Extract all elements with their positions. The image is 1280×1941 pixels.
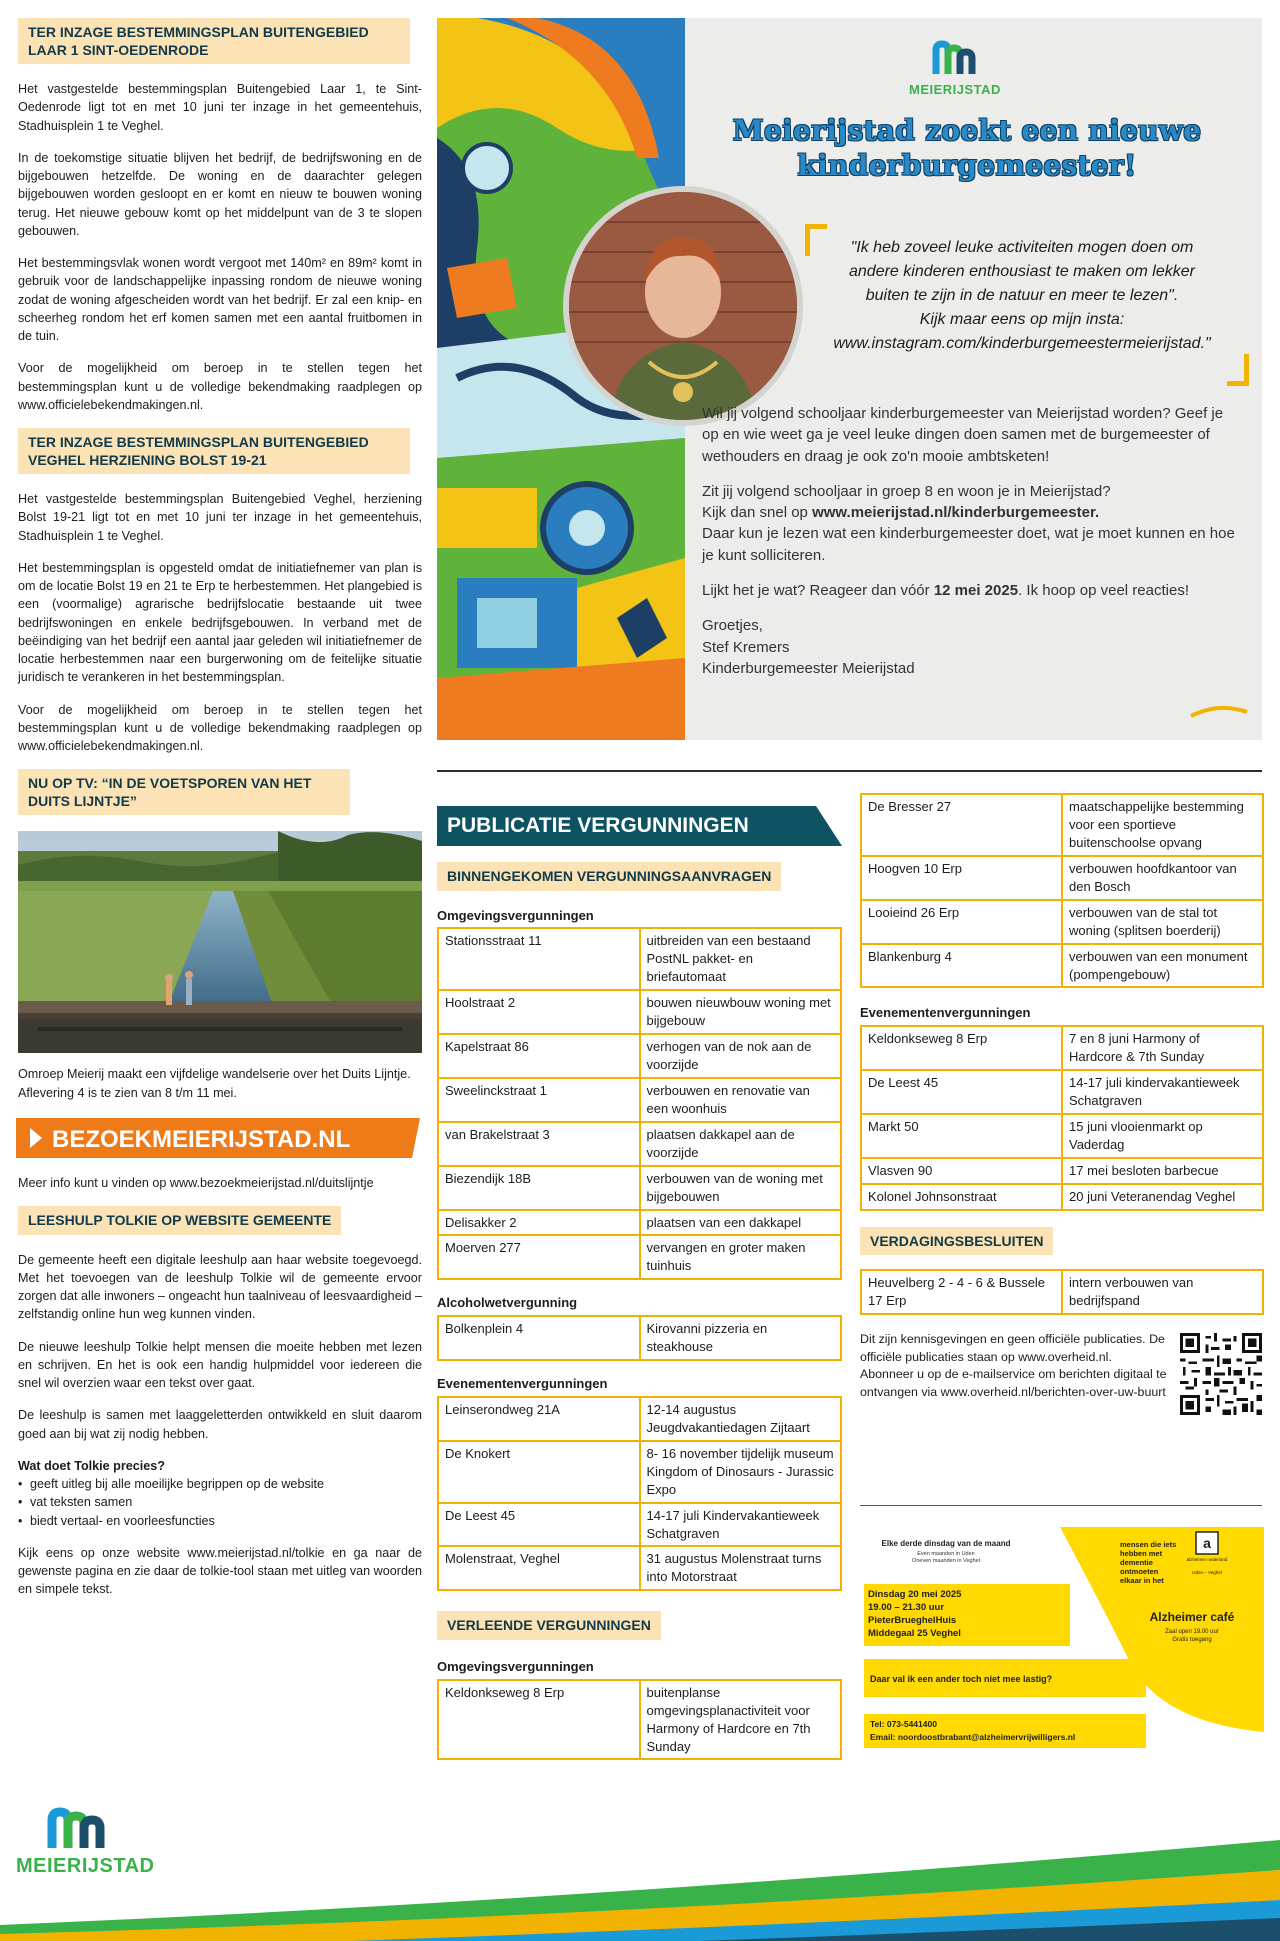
description-cell: verhogen van de nok aan de voorzijde — [640, 1034, 842, 1078]
address-cell: Kolonel Johnsonstraat — [861, 1184, 1062, 1210]
table-row — [438, 928, 841, 990]
ad-paragraph — [702, 580, 1242, 601]
description-cell: verbouwen van de stal tot woning (splitsen boerderij) — [1062, 900, 1263, 944]
alz-side-text: hebben met — [1120, 1549, 1163, 1558]
paragraph: Het bestemmingsvlak wonen wordt vergoot met 140m² en 89m² komt in gebruik voor de landschappelijke inpassing rondom de nieuwe woning zodat de woning afgescheiden wordt van het bedrijf. Er zal een knip- en scheerheg rondom het erf komen samen met een aantal fruitbomen in de tuin. — [18, 256, 422, 343]
table-row — [861, 856, 1263, 900]
ad-title-line2: kinderburgemeester! — [797, 149, 1137, 182]
alz-side-text: mensen die iets — [1120, 1540, 1177, 1549]
description-cell: verbouwen hoofdkantoor van den Bosch — [1062, 856, 1263, 900]
ad-text: . Ik hoop op veel reacties! — [1018, 582, 1189, 600]
description-cell: verbouwen van de woning met bijgebouwen — [640, 1166, 842, 1210]
alz-address: Middegaal 25 Veghel — [868, 1628, 961, 1639]
ad-text: Daar kun je lezen wat een kinderburgemeester doet, wat je moet kunnen en hoe je kunt solliciteren. — [702, 525, 1235, 564]
alz-question: Daar val ik een ander toch niet mee lastig? — [870, 1674, 1053, 1684]
vergunningen-right — [860, 793, 1264, 1402]
publicatie-banner: PUBLICATIE VERGUNNINGEN — [437, 806, 842, 846]
section-heading-verdaging: VERDAGINGSBESLUITEN — [860, 1227, 1053, 1256]
underline-swoosh — [1189, 704, 1249, 720]
description-cell: bouwen nieuwbouw woning met bijgebouw — [640, 990, 842, 1034]
quote-line: www.instagram.com/kinderburgemeestermeierijstad." — [833, 335, 1211, 352]
divider-line — [437, 770, 1262, 772]
description-cell: 17 mei besloten barbecue — [1062, 1158, 1263, 1184]
subhead-verleende: Omgevingsvergunningen — [437, 1658, 594, 1674]
signature-line: Kinderburgemeester Meierijstad — [702, 659, 915, 677]
portrait-photo — [569, 192, 797, 420]
alz-email: Email: noordoostbrabant@alzheimervrijwilligers.nl — [870, 1732, 1076, 1742]
paragraph: De nieuwe leeshulp Tolkie helpt mensen die moeite hebben met lezen en schrijven. En het is ook een handig hulpmiddel voor iedereen die snel wil overzien waar een tekst over gaat. — [18, 1339, 422, 1390]
alz-side-text: dementie — [1120, 1558, 1153, 1567]
notice-text: Dit zijn kennisgevingen en geen officiële publicaties. De officiële publicaties staan op www.overheid.nl. Abonneer u op de e-mailservice om berichten digitaal te ontvangen via www.overheid.nl/berichten-over-uw-buurt — [860, 1332, 1167, 1399]
description-cell: Kirovanni pizzeria en steakhouse — [640, 1316, 842, 1360]
description-cell: plaatsen van een dakkapel — [640, 1210, 842, 1236]
section-heading-laar: TER INZAGE BESTEMMINGSPLAN BUITENGEBIED LAAR 1 SINT-OEDENRODE — [18, 18, 410, 64]
table-row — [861, 1184, 1263, 1210]
alz-top-sub: Even maanden in Uden — [917, 1551, 975, 1557]
tolkie-question: Wat doet Tolkie precies? — [18, 1458, 165, 1473]
meierijstad-logo — [909, 40, 999, 100]
ad-text: Lijkt het je wat? Reageer dan vóór — [702, 582, 934, 600]
table-row — [438, 1122, 841, 1166]
ad-paragraph: Wil jij volgend schooljaar kinderburgemeester van Meierijstad worden? Geef je op en wie weet ga je veel leuke dingen doen samen met de burgemeester of wethouders en draag je ook zo'n mooie ambtsketen! — [702, 405, 1224, 465]
paragraph: De leeshulp is samen met laaggeletterden ontwikkeld en sluit daarom goed aan bij wat zij nodig hebben. — [18, 1408, 422, 1441]
alz-brand: alzheimer nederland — [1186, 1557, 1228, 1562]
alzheimer-logo-letter: a — [1203, 1535, 1211, 1551]
address-cell: Heuvelberg 2 - 4 - 6 & Bussele 17 Erp — [861, 1270, 1062, 1314]
section-tolkie — [18, 1206, 422, 1599]
section-heading-tolkie: LEESHULP TOLKIE OP WEBSITE GEMEENTE — [18, 1206, 341, 1235]
subhead-alcohol: Alcoholwetvergunning — [437, 1295, 578, 1311]
description-cell: 12-14 augustus Jeugdvakantiedagen Zijtaart — [640, 1397, 842, 1441]
bezoek-banner-text: BEZOEKMEIERIJSTAD.NL — [52, 1125, 351, 1153]
table-row — [861, 1026, 1263, 1070]
section-heading-tv: NU OP TV: “IN DE VOETSPOREN VAN HET DUITS LIJNTJE” — [18, 769, 350, 815]
table-row — [438, 1034, 841, 1078]
table-row — [861, 794, 1263, 856]
tolkie-bullets — [18, 1475, 422, 1530]
alz-venue: PieterBrueghelHuis — [868, 1615, 957, 1626]
alz-side-text: elkaar in het — [1120, 1576, 1164, 1585]
description-cell: 20 juni Veteranendag Veghel — [1062, 1184, 1263, 1210]
table-row — [861, 900, 1263, 944]
table-alcohol — [437, 1315, 842, 1361]
quote-line: andere kinderen enthousiast te maken om lekker — [849, 263, 1195, 280]
address-cell: Biezendijk 18B — [438, 1166, 640, 1210]
table-row — [861, 1114, 1263, 1158]
description-cell: 14-17 juli Kindervakantieweek Schatgraven — [640, 1503, 842, 1547]
description-cell: vervangen en groter maken tuinhuis — [640, 1235, 842, 1279]
qr-code-icon[interactable] — [1180, 1333, 1262, 1415]
paragraph: Het vastgestelde bestemmingsplan Buitengebied Laar 1, te Sint-Oedenrode ligt tot en met 10 juni ter inzage in het gemeentehuis, Stadhuisplein 1 te Veghel. — [18, 82, 422, 133]
ad-text: Kijk dan snel op — [702, 504, 813, 522]
address-cell: van Brakelstraat 3 — [438, 1122, 640, 1166]
landscape-photo — [18, 831, 422, 1053]
kinderburgemeester-link[interactable]: www.meierijstad.nl/kinderburgemeester. — [812, 504, 1100, 522]
paragraph: Het bestemmingsplan is opgesteld omdat de initiatiefnemer van plan is om de locatie Bolst 19 en 21 te Erp te herbestemmen. Het plangebied is een (voormalige) agrarische bedrijfslocatie bestaande uit twee bedrijfswoningen en enkele bedrijfsgebouwen. In verband met de beëindiging van het bedrijf een aantal jaar geleden wil initiatiefnemer de locatie herbestemmen naar een burgerwoning om de feitelijke situatie juridisch te verankeren in het bestemmingsplan. — [18, 560, 422, 685]
table-verleende — [437, 1679, 842, 1761]
section-heading-binnengekomen: BINNENGEKOMEN VERGUNNINGSAANVRAGEN — [437, 862, 781, 891]
address-cell: Leinserondweg 21A — [438, 1397, 640, 1441]
quote-line: "Ik heb zoveel leuke activiteiten mogen doen om — [850, 239, 1194, 256]
ad-signature — [702, 615, 1242, 679]
description-cell: 15 juni vlooienmarkt op Vaderdag — [1062, 1114, 1263, 1158]
bezoekmeierijstad-banner[interactable] — [16, 1116, 420, 1160]
address-cell: Kapelstraat 86 — [438, 1034, 640, 1078]
bullet-item: • vat teksten samen — [18, 1493, 422, 1511]
alz-top-text: Elke derde dinsdag van de maand — [881, 1539, 1011, 1548]
alz-region: Uden – Veghel — [1192, 1570, 1222, 1575]
table-row — [438, 990, 841, 1034]
footer-swoosh — [0, 1830, 1280, 1941]
address-cell: Hoolstraat 2 — [438, 990, 640, 1034]
bullet-item: • biedt vertaal- en voorleesfuncties — [18, 1512, 422, 1530]
address-cell: Molenstraat, Veghel — [438, 1546, 640, 1590]
vergunningen-left — [437, 806, 842, 1774]
address-cell: Delisakker 2 — [438, 1210, 640, 1236]
description-cell: maatschappelijke bestemming voor een sportieve buitenschoolse opvang — [1062, 794, 1263, 856]
alz-open: Zaal open 19.00 uur — [1165, 1629, 1219, 1635]
address-cell: Keldonkseweg 8 Erp — [438, 1680, 640, 1760]
alz-top-sub: Oneven maanden in Veghel — [912, 1558, 980, 1564]
description-cell: intern verbouwen van bedrijfspand — [1062, 1270, 1263, 1314]
alz-open: Gratis toegang — [1172, 1637, 1212, 1643]
alzheimer-cafe-ad — [860, 1522, 1264, 1760]
paragraph: Kijk eens op onze website www.meierijstad.nl/tolkie en ga naar de gewenste pagina en zie daar de tolkie-tool staan met uitleg van woorden en simpele tekst. — [18, 1545, 422, 1597]
address-cell: Stationsstraat 11 — [438, 928, 640, 990]
alz-time: 19.00 – 21.30 uur — [868, 1602, 945, 1613]
table-row — [438, 1166, 841, 1210]
section-duits-lijntje — [18, 769, 422, 1192]
section-heading-verleende: VERLEENDE VERGUNNINGEN — [437, 1611, 661, 1640]
address-cell: De Bresser 27 — [861, 794, 1062, 856]
address-cell: Sweelinckstraat 1 — [438, 1078, 640, 1122]
subhead-omgeving: Omgevingsvergunningen — [437, 907, 594, 923]
description-cell: plaatsen dakkapel aan de voorzijde — [640, 1122, 842, 1166]
meierijstad-logo-icon — [932, 40, 976, 76]
signature-line: Groetjes, — [702, 617, 763, 635]
ad-title — [707, 113, 1227, 183]
ad-paragraph — [702, 481, 1242, 566]
table-omgeving-continued — [860, 793, 1264, 988]
description-cell: 31 augustus Molenstraat turns into Motorstraat — [640, 1546, 842, 1590]
description-cell: uitbreiden van een bestaand PostNL pakket- en briefautomaat — [640, 928, 842, 990]
signature-line: Stef Kremers — [702, 638, 790, 656]
kennisgeving-notice — [860, 1331, 1264, 1401]
description-cell: verbouwen van een monument (pompengebouw) — [1062, 944, 1263, 988]
description-cell: 14-17 juli kindervakantieweek Schatgraven — [1062, 1070, 1263, 1114]
table-row — [438, 1397, 841, 1441]
table-row — [438, 1546, 841, 1590]
address-cell: Markt 50 — [861, 1114, 1062, 1158]
subhead-right-evenement: Evenementenvergunningen — [860, 1005, 1031, 1021]
paragraph: Het vastgestelde bestemmingsplan Buitengebied Veghel, herziening Bolst 19-21 ligt tot en met 10 juni ter inzage in het gemeentehuis, Stadhuisplein 1 te Veghel. — [18, 492, 422, 543]
table-row — [438, 1210, 841, 1236]
subhead-evenement: Evenementenvergunningen — [437, 1376, 608, 1392]
alz-tel: Tel: 073-5441400 — [870, 1719, 937, 1729]
description-cell: 8- 16 november tijdelijk museum Kingdom of Dinosaurs - Jurassic Expo — [640, 1441, 842, 1503]
paragraph: De gemeente heeft een digitale leeshulp aan haar website toegevoegd. Met het toevoegen van de leeshulp Tolkie wil de gemeente ervoor zorgen dat alle inwoners – ongeacht hun taalniveau of leesvaardigheid – zelfstandig online hun weg kunnen vinden. — [18, 1252, 422, 1322]
table-row — [438, 1441, 841, 1503]
logo-text: MEIERIJSTAD — [909, 82, 1001, 98]
address-cell: Moerven 277 — [438, 1235, 640, 1279]
divider-line — [860, 1505, 1262, 1506]
kinderburgemeester-ad — [437, 18, 1262, 740]
ad-body — [702, 403, 1242, 693]
address-cell: Keldonkseweg 8 Erp — [861, 1026, 1062, 1070]
section-heading-bolst: TER INZAGE BESTEMMINGSPLAN BUITENGEBIED VEGHEL HERZIENING BOLST 19-21 — [18, 428, 410, 474]
section-bolst — [18, 428, 422, 755]
description-cell: buitenplanse omgevingsplanactiviteit voor Harmony of Hardcore en 7th Sunday — [640, 1680, 842, 1760]
ad-quote — [812, 236, 1232, 356]
paragraph: Voor de mogelijkheid om beroep in te stellen tegen het bestemmingsplan kunt u de volledige bekendmaking raadplegen op www.officielebekendmakingen.nl. — [18, 702, 422, 753]
table-row — [438, 1680, 841, 1760]
address-cell: Hoogven 10 Erp — [861, 856, 1062, 900]
ad-text: Zit jij volgend schooljaar in groep 8 en woon je in Meierijstad? — [702, 482, 1111, 500]
address-cell: Bolkenplein 4 — [438, 1316, 640, 1360]
ad-title-line1: Meierijstad zoekt een nieuwe — [732, 114, 1202, 147]
table-row — [861, 1270, 1263, 1314]
alz-date: Dinsdag 20 mei 2025 — [868, 1589, 962, 1600]
address-cell: De Knokert — [438, 1441, 640, 1503]
quote-line: buiten te zijn in de natuur en meer te lezen". — [865, 287, 1179, 304]
deadline-date: 12 mei 2025 — [933, 582, 1019, 600]
address-cell: De Leest 45 — [861, 1070, 1062, 1114]
table-row — [438, 1316, 841, 1360]
quote-close-mark — [1227, 354, 1249, 386]
table-evenement — [437, 1396, 842, 1591]
address-cell: De Leest 45 — [438, 1503, 640, 1547]
alz-cafe-title: Alzheimer café — [1149, 1610, 1235, 1624]
description-cell: 7 en 8 juni Harmony of Hardcore & 7th Sunday — [1062, 1026, 1263, 1070]
table-right-evenement — [860, 1025, 1264, 1211]
address-cell: Blankenburg 4 — [861, 944, 1062, 988]
address-cell: Vlasven 90 — [861, 1158, 1062, 1184]
table-row — [438, 1078, 841, 1122]
more-info-link[interactable]: Meer info kunt u vinden op www.bezoekmeierijstad.nl/duitslijntje — [18, 1175, 374, 1190]
left-column — [18, 18, 422, 1613]
footer-logo-text: MEIERIJSTAD — [16, 1855, 155, 1877]
table-row — [861, 944, 1263, 988]
bullet-item: • geeft uitleg bij alle moeilijke begrippen op de website — [18, 1475, 422, 1493]
paragraph: Voor de mogelijkheid om beroep in te stellen tegen het bestemmingsplan kunt u de volledige bekendmaking raadplegen op www.officielebekendmakingen.nl. — [18, 361, 422, 412]
quote-line: Kijk maar eens op mijn insta: — [919, 311, 1125, 328]
table-row — [438, 1503, 841, 1547]
address-cell: Looieind 26 Erp — [861, 900, 1062, 944]
table-verdaging — [860, 1269, 1264, 1315]
alz-side-text: ontmoeten — [1120, 1567, 1159, 1576]
paragraph: In de toekomstige situatie blijven het bedrijf, de bedrijfswoning en de bijgebouwen hetzelfde. De woning en de daarachter gelegen bijgebouwen worden gesloopt en er komt en nieuw te bouwen woning terug. Het nieuwe gebouw komt op het middelpunt van de 3 te slopen gebouwen. — [18, 150, 422, 238]
table-row — [861, 1070, 1263, 1114]
table-row — [438, 1235, 841, 1279]
tv-caption: Omroep Meierij maakt een vijfdelige wandelserie over het Duits Lijntje. Aflevering 4 is te zien van 8 t/m 11 mei. — [18, 1067, 411, 1100]
table-omgeving — [437, 927, 842, 1280]
section-laar — [18, 18, 422, 414]
description-cell: verbouwen en renovatie van een woonhuis — [640, 1078, 842, 1122]
kinderburgemeester-portrait — [563, 186, 803, 426]
table-row — [861, 1158, 1263, 1184]
